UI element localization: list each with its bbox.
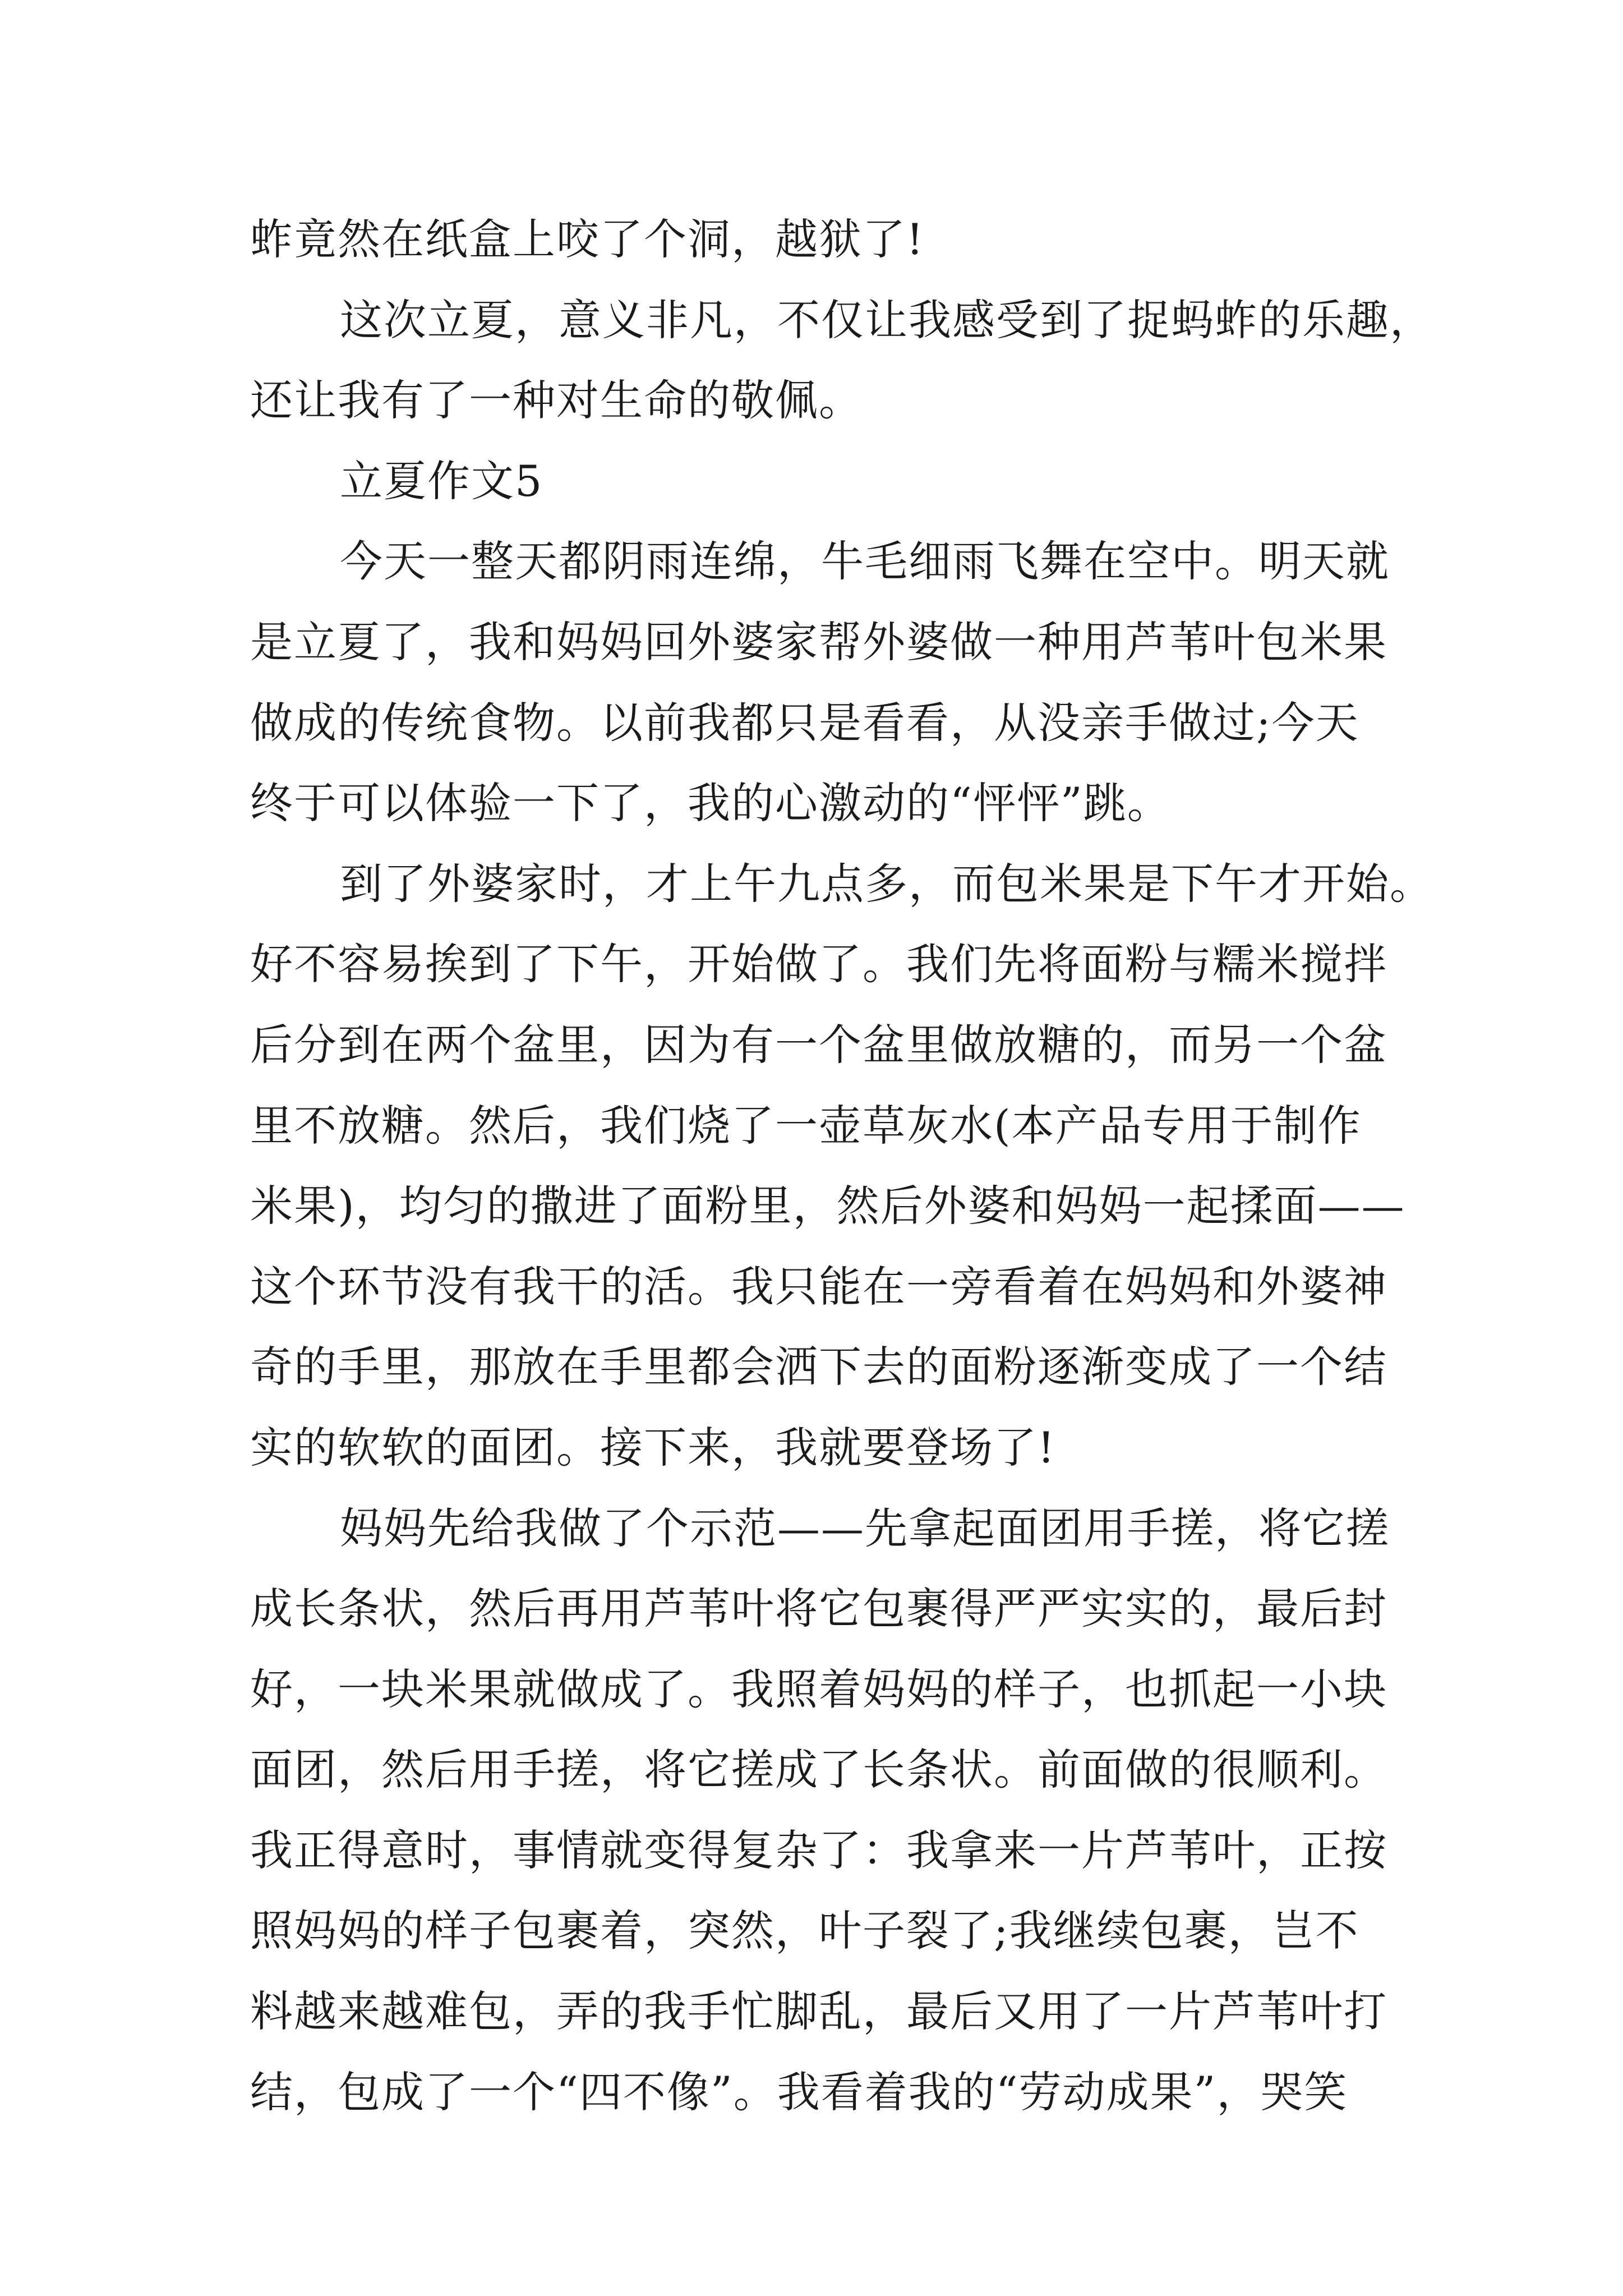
text-line: 这次立夏，意义非凡，不仅让我感受到了捉蚂蚱的乐趣， [340, 295, 1433, 345]
text-line: 立夏作文5 [340, 455, 543, 506]
text-line: 还让我有了一种对生命的敬佩。 [250, 375, 863, 426]
text-line: 蚱竟然在纸盒上咬了个洞，越狱了! [250, 214, 925, 264]
text-line: 结，包成了一个“四不像”。我看着我的“劳动成果”，哭笑 [250, 2067, 1348, 2117]
text-line: 到了外婆家时，才上午九点多，而包米果是下午才开始。 [340, 858, 1433, 909]
text-line: 是立夏了，我和妈妈回外婆家帮外婆做一种用芦苇叶包米果 [250, 616, 1387, 667]
text-line: 这个环节没有我干的活。我只能在一旁看着在妈妈和外婆神 [250, 1261, 1387, 1312]
text-line: 好不容易挨到了下午，开始做了。我们先将面粉与糯米搅拌 [250, 939, 1387, 990]
text-line: 好，一块米果就做成了。我照着妈妈的样子，也抓起一小块 [250, 1664, 1387, 1714]
text-line: 今天一整天都阴雨连绵，牛毛细雨飞舞在空中。明天就 [340, 536, 1390, 587]
text-line: 料越来越难包，弄的我手忙脚乱，最后又用了一片芦苇叶打 [250, 1986, 1387, 2037]
text-line: 实的软软的面团。接下来，我就要登场了! [250, 1422, 1056, 1473]
text-line: 里不放糖。然后，我们烧了一壶草灰水(本产品专用于制作 [250, 1100, 1362, 1151]
text-line: 后分到在两个盆里，因为有一个盆里做放糖的，而另一个盆 [250, 1019, 1387, 1070]
text-line: 照妈妈的样子包裹着，突然，叶子裂了;我继续包裹，岂不 [250, 1906, 1359, 1956]
text-line: 妈妈先给我做了个示范——先拿起面团用手搓，将它搓 [340, 1503, 1390, 1553]
text-line: 米果)，均匀的撒进了面粉里，然后外婆和妈妈一起揉面—— [250, 1181, 1405, 1231]
text-line: 面团，然后用手搓，将它搓成了长条状。前面做的很顺利。 [250, 1745, 1387, 1795]
text-line: 终于可以体验一下了，我的心激动的“怦怦”跳。 [250, 778, 1171, 829]
text-line: 成长条状，然后再用芦苇叶将它包裹得严严实实的，最后封 [250, 1584, 1387, 1634]
text-line: 做成的传统食物。以前我都只是看看，从没亲手做过;今天 [250, 697, 1359, 748]
essay-body [250, 199, 1433, 2132]
text-line: 我正得意时，事情就变得复杂了：我拿来一片芦苇叶，正按 [250, 1825, 1387, 1875]
text-line: 奇的手里，那放在手里都会洒下去的面粉逐渐变成了一个结 [250, 1342, 1387, 1392]
